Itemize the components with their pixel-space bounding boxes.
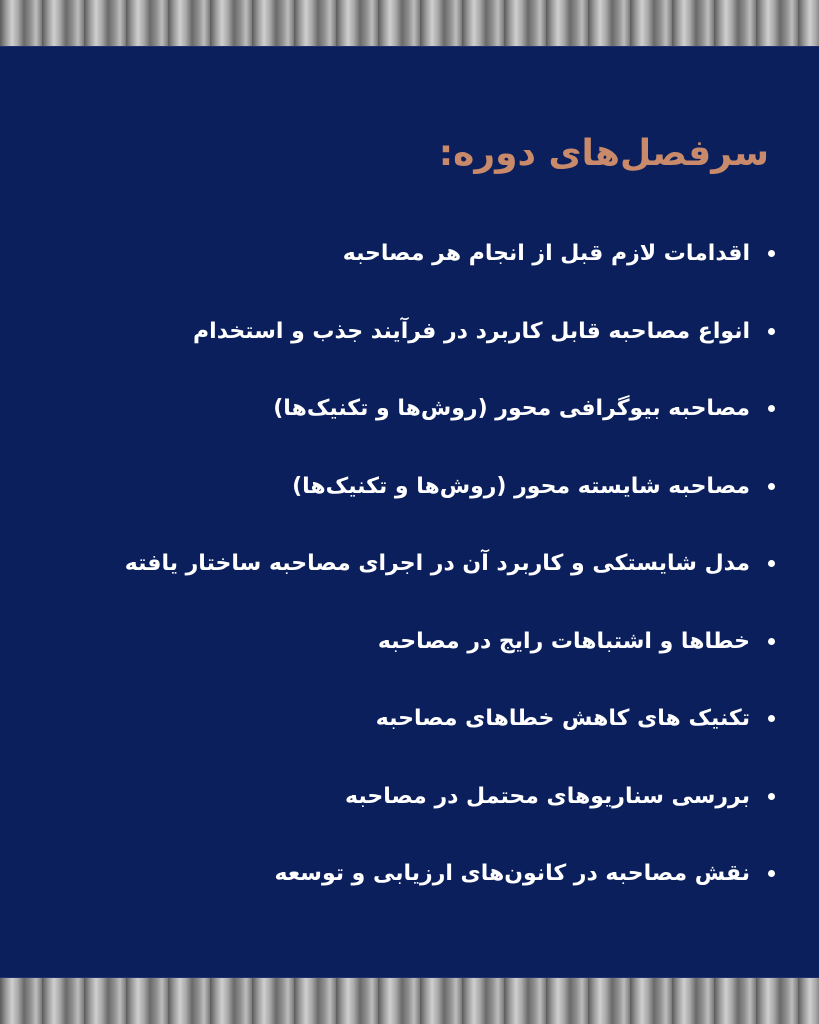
- list-item-text: تکنیک های کاهش خطاهای مصاحبه: [375, 706, 750, 732]
- page-title: سرفصل‌های دوره:: [438, 133, 769, 174]
- list-item-text: انواع مصاحبه قابل کاربرد در فرآیند جذب و استخدام: [193, 318, 750, 344]
- list-item: [15, 293, 775, 371]
- list-item: [15, 370, 775, 448]
- bullet-icon: [768, 328, 775, 335]
- list-item-text: اقدامات لازم قبل از انجام هر مصاحبه: [342, 241, 750, 267]
- list-item-text: مصاحبه بیوگرافی محور (روش‌ها و تکنیک‌ها): [273, 396, 750, 422]
- list-item-text: خطاها و اشتباهات رایج در مصاحبه: [377, 628, 750, 654]
- list-item: [15, 835, 775, 913]
- list-item: [15, 758, 775, 836]
- bullet-icon: [768, 870, 775, 877]
- list-item-text: نقش مصاحبه در کانون‌های ارزیابی و توسعه: [274, 861, 750, 887]
- list-item-text: مدل شایستکی و کاربرد آن در اجرای مصاحبه ساختار یافته: [124, 551, 750, 577]
- list-item: [15, 680, 775, 758]
- bottom-stripe-band: [0, 978, 819, 1024]
- list-item: [15, 448, 775, 526]
- bullet-icon: [768, 715, 775, 722]
- bullet-icon: [768, 405, 775, 412]
- bullet-icon: [768, 483, 775, 490]
- list-item: [15, 525, 775, 603]
- topic-list: [15, 215, 775, 913]
- bullet-icon: [768, 638, 775, 645]
- bullet-icon: [768, 793, 775, 800]
- list-item: [15, 603, 775, 681]
- bullet-icon: [768, 250, 775, 257]
- list-item-text: بررسی سناریوهای محتمل در مصاحبه: [345, 783, 750, 809]
- bullet-icon: [768, 560, 775, 567]
- top-stripe-band: [0, 0, 819, 46]
- list-item-text: مصاحبه شایسته محور (روش‌ها و تکنیک‌ها): [292, 473, 750, 499]
- list-item: [15, 215, 775, 293]
